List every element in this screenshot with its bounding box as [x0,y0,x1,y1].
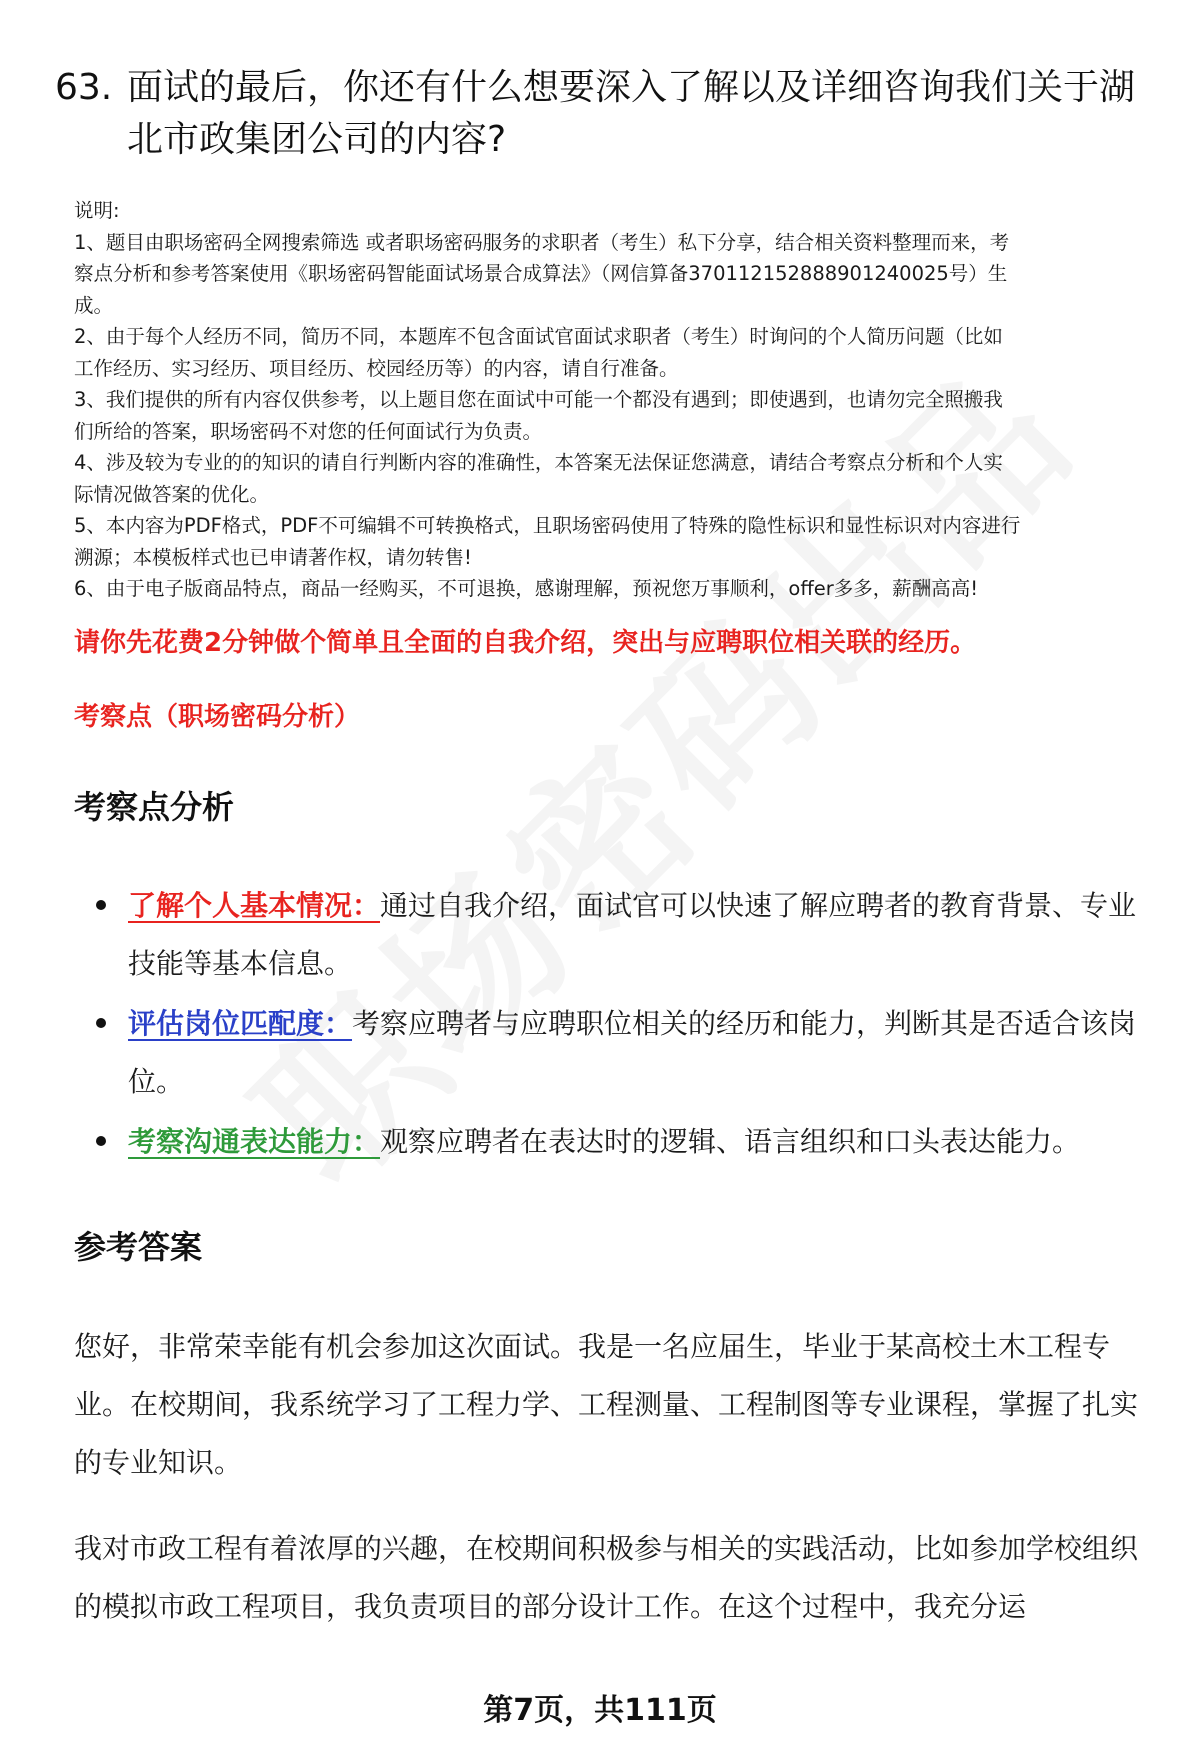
list-item [96,1113,1156,1171]
notes-line: 3、我们提供的所有内容仅供参考，以上题目您在面试中可能一个都没有遇到；即使遇到，也请勿完全照搬我 [74,388,1003,411]
notes-line: 们所给的答案，职场密码不对您的任何面试行为负责。 [74,419,543,443]
answer-body [74,1318,1154,1664]
question-title [55,62,1145,166]
notes-line: 际情况做答案的优化。 [74,482,270,506]
notes-line: 2、由于每个人经历不同，简历不同，本题库不包含面试官面试求职者（考生）时询问的个人简历问题（比如 [74,325,1003,348]
answer-paragraph: 我对市政工程有着浓厚的兴趣，在校期间积极参与相关的实践活动，比如参加学校组织的模拟市政工程项目，我负责项目的部分设计工作。在这个过程中，我充分运 [74,1532,1139,1623]
answer-heading: 参考答案 [74,1228,203,1266]
list-item [96,877,1156,993]
analysis-subtitle: 考察点（职场密码分析） [74,702,361,732]
question-text [127,62,1145,166]
bullet-text: 考察应聘者与应聘职位相关的经历和能力，判断其是否适合该岗位。 [128,1007,1137,1098]
notes-line: 工作经历、实习经历、项目经历、校园经历等）的内容，请自行准备。 [74,356,679,380]
question-line-2: 北市政集团公司的内容? [127,119,507,160]
question-line-1: 面试的最后，你还有什么想要深入了解以及详细咨询我们关于湖 [127,67,1136,108]
notes-line: 察点分析和参考答案使用《职场密码智能面试场景合成算法》（网信算备370112152888901240025号）生 [74,262,1008,285]
notes-line: 成。 [74,293,114,317]
bullet-text: 通过自我介绍，面试官可以快速了解应聘者的教育背景、专业技能等基本信息。 [128,889,1137,980]
notes-line: 1、题目由职场密码全网搜索筛选 或者职场密码服务的求职者（考生）私下分享，结合相关资料整理而来，考 [74,230,1010,254]
analysis-list [96,877,1156,1173]
interview-question: 请你先花费2分钟做个简单且全面的自我介绍，突出与应聘职位相关联的经历。 [74,628,977,658]
bullet-icon [96,1018,106,1028]
bullet-text: 观察应聘者在表达时的逻辑、语言组织和口头表达能力。 [380,1125,1081,1158]
bullet-keyword: 了解个人基本情况： [128,889,381,922]
notes-line: 溯源；本模板样式也已申请著作权，请勿转售! [74,545,472,569]
bullet-keyword: 评估岗位匹配度： [128,1007,353,1040]
list-item [96,995,1156,1111]
notes-block [74,195,1159,605]
notes-heading: 说明: [74,199,120,222]
analysis-heading: 考察点分析 [74,788,235,826]
bullet-keyword: 考察沟通表达能力： [128,1125,381,1158]
question-number: 63. [55,67,113,108]
bullet-icon [96,900,106,910]
notes-line: 6、由于电子版商品特点，商品一经购买，不可退换，感谢理解，预祝您万事顺利，offer多多，薪酬高高! [74,577,979,600]
answer-paragraph: 您好，非常荣幸能有机会参加这次面试。我是一名应届生，毕业于某高校土木工程专业。在校期间，我系统学习了工程力学、工程测量、工程制图等专业课程，掌握了扎实的专业知识。 [74,1330,1139,1479]
page-footer: 第7页，共111页 [483,1693,717,1728]
bullet-icon [96,1136,106,1146]
notes-line: 5、本内容为PDF格式，PDF不可编辑不可转换格式，且职场密码使用了特殊的隐性标识和显性标识对内容进行 [74,514,1021,537]
notes-line: 4、涉及较为专业的的知识的请自行判断内容的准确性，本答案无法保证您满意，请结合考察点分析和个人实 [74,451,1003,474]
